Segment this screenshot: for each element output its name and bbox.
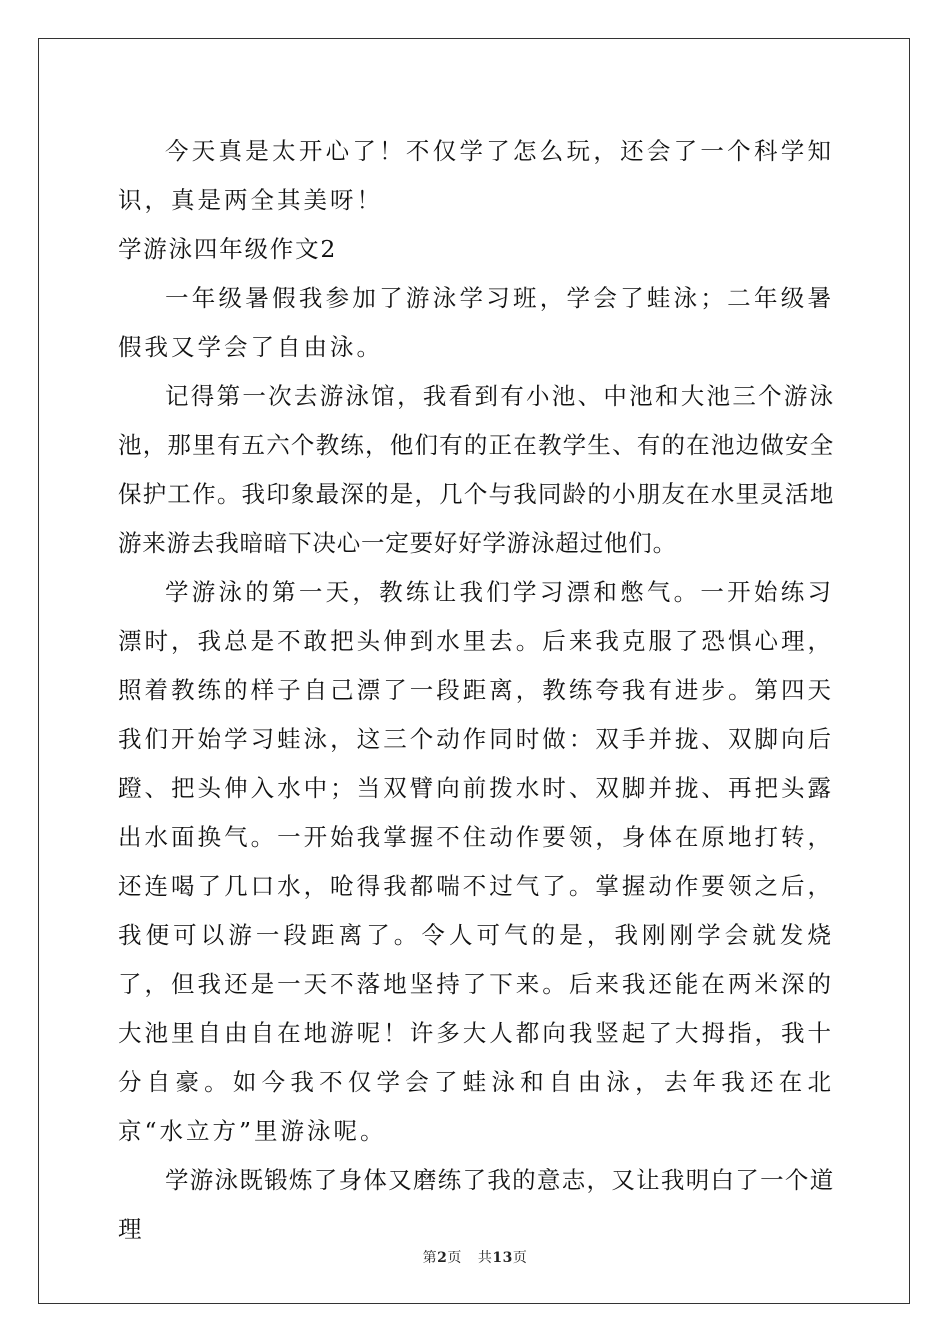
document-body xyxy=(118,127,834,1254)
total-prefix: 共 xyxy=(477,1250,493,1266)
page-prefix: 第 xyxy=(422,1250,438,1266)
paragraph-4: 学游泳的第一天，教练让我们学习漂和憋气。一开始练习漂时，我总是不敢把头伸到水里去。后来我克服了恐惧心理，照着教练的样子自己漂了一段距离，教练夸我有进步。第四天我们开始学习蛙泳，这三个动作同时做：双手并拢、双脚向后蹬、把头伸入水中；当双臂向前拨水时、双脚并拢、再把头露出水面换气。一开始我掌握不住动作要领，身体在原地打转，还连喝了几口水，呛得我都喘不过气了。掌握动作要领之后，我便可以游一段距离了。令人可气的是，我刚刚学会就发烧了，但我还是一天不落地坚持了下来。后来我还能在两米深的大池里自由自在地游呢！许多大人都向我竖起了大拇指，我十分自豪。如今我不仅学会了蛙泳和自由泳，去年我还在北京“水立方”里游泳呢。 xyxy=(118,578,834,1145)
paragraph-1: 今天真是太开心了！不仅学了怎么玩，还会了一个科学知识，真是两全其美呀！ xyxy=(118,137,834,214)
paragraph-3: 记得第一次去游泳馆，我看到有小池、中池和大池三个游泳池，那里有五六个教练，他们有的正在教学生、有的在池边做安全保护工作。我印象最深的是，几个与我同龄的小朋友在水里灵活地游来游去我暗暗下决心一定要好好学游泳超过他们。 xyxy=(118,382,834,557)
page-suffix: 页 xyxy=(447,1250,462,1266)
total-pages: 13 xyxy=(492,1250,513,1266)
paragraph-5: 学游泳既锻炼了身体又磨练了我的意志，又让我明白了一个道理 xyxy=(118,1166,834,1243)
paragraph-2: 一年级暑假我参加了游泳学习班，学会了蛙泳；二年级暑假我又学会了自由泳。 xyxy=(118,284,834,361)
page-number: 2 xyxy=(437,1250,448,1266)
essay-heading: 学游泳四年级作文2 xyxy=(118,235,338,263)
total-suffix: 页 xyxy=(512,1250,528,1266)
page-footer xyxy=(0,1247,950,1267)
